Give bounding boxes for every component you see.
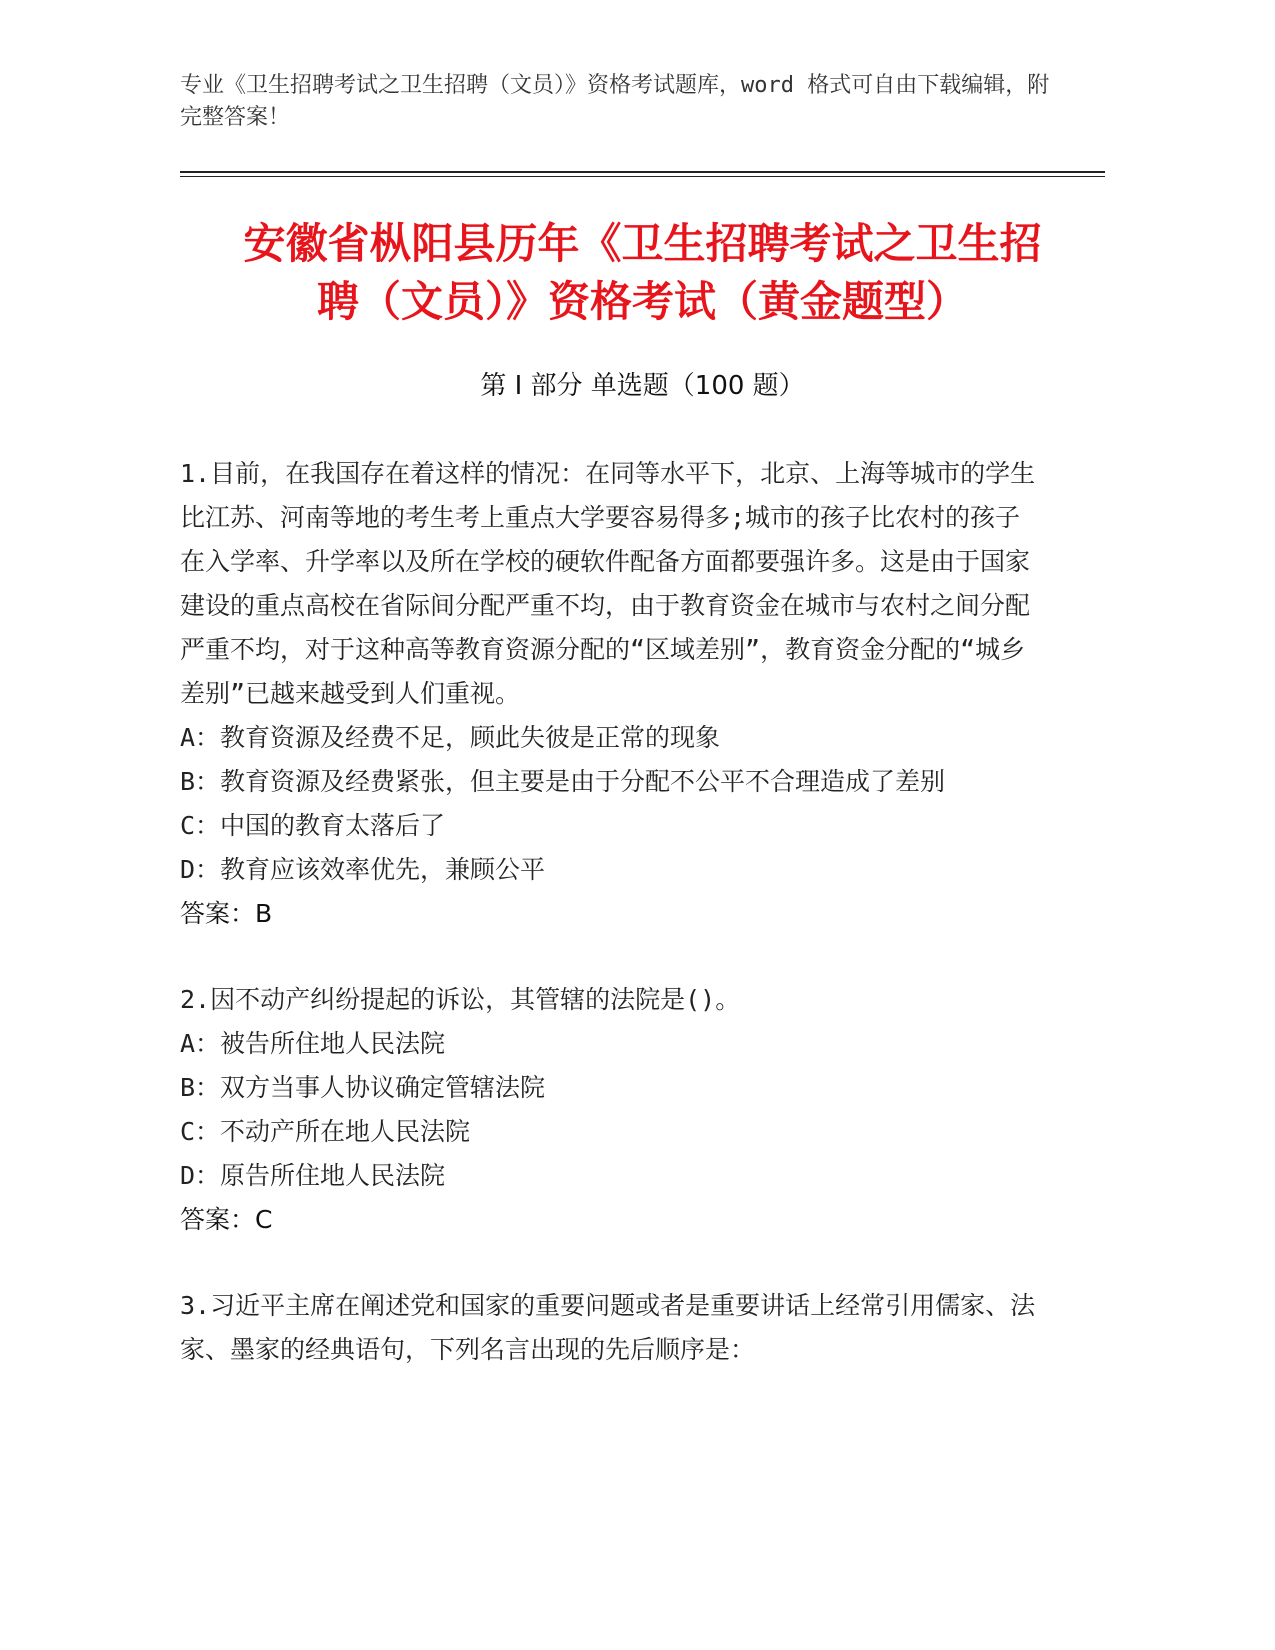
document-title-line-1: 安徽省枞阳县历年《卫生招聘考试之卫生招 — [243, 219, 1042, 268]
question-1 — [180, 452, 1040, 936]
section-heading: 第 I 部分 单选题（100 题） — [480, 371, 805, 401]
question-answer: 答案：C — [180, 1205, 273, 1234]
question-option-a: A：被告所住地人民法院 — [180, 1029, 446, 1058]
question-option-c: C：不动产所在地人民法院 — [180, 1117, 471, 1146]
header-divider-thick — [180, 171, 1105, 173]
question-answer: 答案：B — [180, 899, 273, 928]
document-title-line-2: 聘（文员）》资格考试（黄金题型） — [316, 277, 968, 326]
question-list — [180, 452, 1040, 1414]
header-note: 专业《卫生招聘考试之卫生招聘（文员）》资格考试题库，word 格式可自由下载编辑，附完整答案！ — [180, 73, 1050, 130]
question-stem: 1.目前，在我国存在着这样的情况：在同等水平下，北京、上海等城市的学生比江苏、河南等地的考生考上重点大学要容易得多;城市的孩子比农村的孩子在入学率、升学率以及所在学校的硬软件配备方面都要强许多。这是由于国家建设的重点高校在省际间分配严重不均，由于教育资金在城市与农村之间分配严重不均，对于这种高等教育资源分配的“区域差别”，教育资金分配的“城乡差别”已越来越受到人们重视。 — [180, 459, 1036, 708]
question-option-d: D：教育应该效率优先，兼顾公平 — [180, 855, 546, 884]
question-option-a: A：教育资源及经费不足，顾此失彼是正常的现象 — [180, 723, 721, 752]
question-3 — [180, 1284, 1040, 1372]
question-option-b: B：双方当事人协议确定管辖法院 — [180, 1073, 546, 1102]
header-divider-thin — [180, 176, 1105, 177]
question-stem: 3.习近平主席在阐述党和国家的重要问题或者是重要讲话上经常引用儒家、法家、墨家的经典语句，下列名言出现的先后顺序是： — [180, 1291, 1036, 1364]
question-2 — [180, 978, 1040, 1242]
question-stem: 2.因不动产纠纷提起的诉讼，其管辖的法院是()。 — [180, 985, 741, 1014]
question-option-d: D：原告所住地人民法院 — [180, 1161, 446, 1190]
question-option-b: B：教育资源及经费紧张，但主要是由于分配不公平不合理造成了差别 — [180, 767, 946, 796]
document-title — [170, 215, 1115, 331]
question-option-c: C：中国的教育太落后了 — [180, 811, 446, 840]
